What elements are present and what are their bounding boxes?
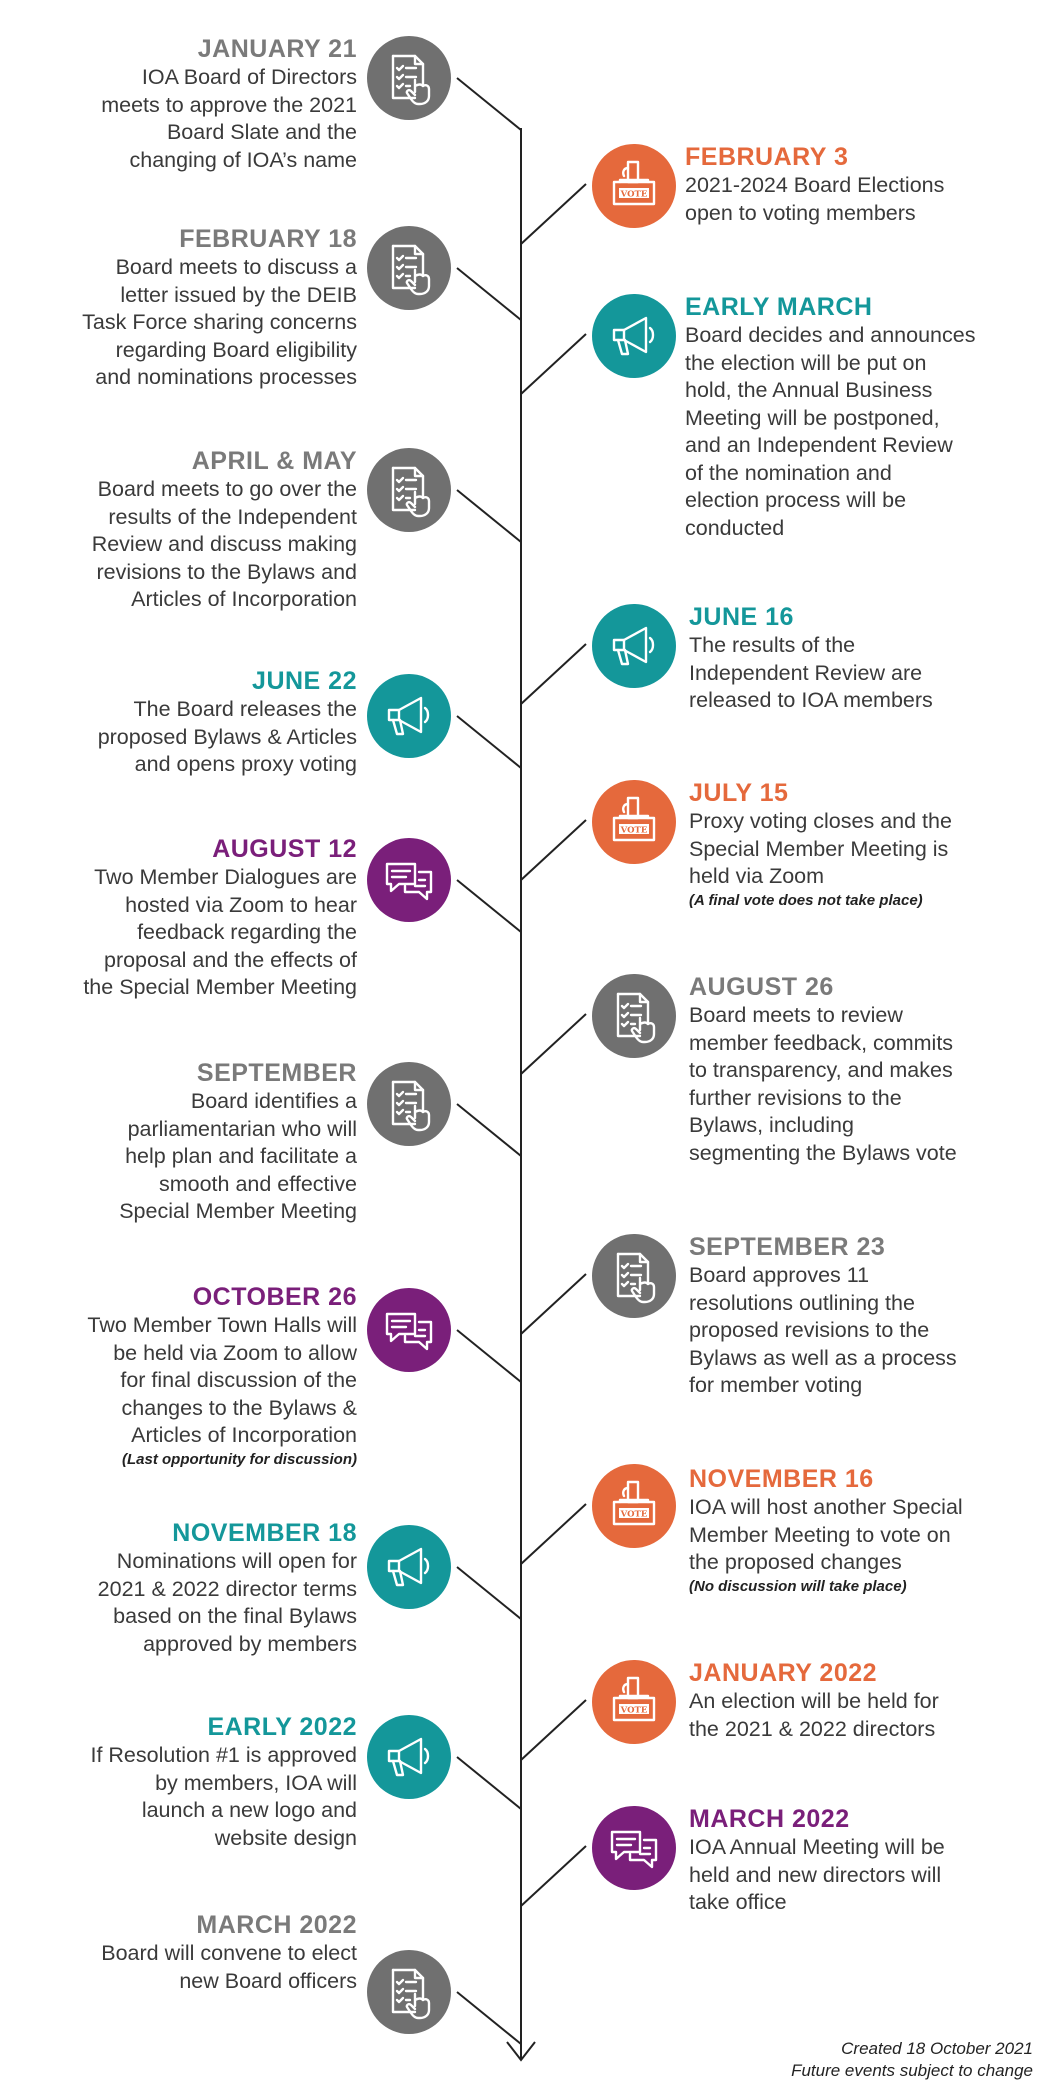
right-event-4-vote-box-icon-badge xyxy=(592,780,676,864)
right-event-5-document-hand-icon-badge xyxy=(592,974,676,1058)
right-event-8 xyxy=(689,1658,939,1743)
left-event-8 xyxy=(98,1518,357,1658)
document-hand-icon xyxy=(606,1248,662,1304)
vote-box-label: VOTE xyxy=(620,1705,648,1716)
connector-right xyxy=(521,184,586,244)
connector-left xyxy=(457,490,521,542)
left-event-5 xyxy=(83,834,357,1002)
left-event-6-document-hand-icon-badge xyxy=(367,1062,451,1146)
event-note: (No discussion will take place) xyxy=(689,1577,907,1595)
event-description: Board meets to go over the results of the Independent Review and discuss making revisions to the Bylaws and Articles of Incorporation xyxy=(91,477,357,611)
connector-right xyxy=(521,1846,586,1906)
connector-left xyxy=(457,1104,521,1156)
connector-right xyxy=(521,644,586,704)
document-hand-icon xyxy=(381,50,437,106)
megaphone-icon xyxy=(606,618,662,674)
right-event-1 xyxy=(685,142,944,227)
vote-box-icon xyxy=(606,1478,662,1534)
event-date: JANUARY 21 xyxy=(197,35,357,63)
connector-left xyxy=(457,1992,521,2044)
left-event-4 xyxy=(98,666,357,779)
vote-box-icon xyxy=(606,158,662,214)
event-description: Board approves 11 resolutions outlining the proposed revisions to the Bylaws as well as a process for member voting xyxy=(689,1263,957,1397)
event-description: IOA will host another Special Member Meeting to vote on the proposed changes xyxy=(689,1495,963,1574)
left-event-8-megaphone-icon-badge xyxy=(367,1525,451,1609)
event-date: AUGUST 12 xyxy=(212,835,357,863)
megaphone-icon xyxy=(606,308,662,364)
event-date: NOVEMBER 18 xyxy=(172,1519,357,1547)
left-event-1 xyxy=(101,34,357,174)
event-date: AUGUST 26 xyxy=(689,973,834,1001)
footer-note xyxy=(791,2038,1033,2082)
event-description: Board identifies a parliamentarian who will help plan and facilitate a smooth and effective Special Member Meeting xyxy=(119,1089,357,1223)
event-description: Board will convene to elect new Board officers xyxy=(101,1941,357,1993)
megaphone-icon xyxy=(381,1539,437,1595)
connector-left xyxy=(457,78,521,130)
event-date: MARCH 2022 xyxy=(196,1911,357,1939)
right-event-1-vote-box-icon-badge xyxy=(592,144,676,228)
vote-box-icon xyxy=(606,1674,662,1730)
document-hand-icon xyxy=(381,1964,437,2020)
connector-right xyxy=(521,1274,586,1334)
connector-left xyxy=(457,1330,521,1382)
left-event-4-megaphone-icon-badge xyxy=(367,674,451,758)
connector-right xyxy=(521,1014,586,1074)
event-date: NOVEMBER 16 xyxy=(689,1465,874,1493)
event-note: (A final vote does not take place) xyxy=(689,891,923,909)
connector-left xyxy=(457,716,521,768)
right-event-7 xyxy=(689,1464,963,1596)
event-description: Board meets to discuss a letter issued by the DEIB Task Force sharing concerns regarding Board eligibility and nominations processes xyxy=(82,255,357,389)
left-event-6 xyxy=(119,1058,357,1226)
vote-box-label: VOTE xyxy=(620,1509,648,1520)
document-hand-icon xyxy=(381,1076,437,1132)
right-event-7-vote-box-icon-badge xyxy=(592,1464,676,1548)
connector-right xyxy=(521,1700,586,1760)
left-event-7 xyxy=(87,1282,357,1469)
document-hand-icon xyxy=(606,988,662,1044)
vote-box-label: VOTE xyxy=(620,189,648,200)
event-date: MARCH 2022 xyxy=(689,1805,850,1833)
right-event-8-vote-box-icon-badge xyxy=(592,1660,676,1744)
event-description: 2021-2024 Board Elections open to voting members xyxy=(685,173,945,225)
event-description: An election will be held for the 2021 & 2022 directors xyxy=(689,1689,939,1741)
event-description: Two Member Dialogues are hosted via Zoom to hear feedback regarding the proposal and the effects of the Special Member Meeting xyxy=(83,865,357,999)
left-event-10-document-hand-icon-badge xyxy=(367,1950,451,2034)
event-date: JANUARY 2022 xyxy=(689,1659,878,1687)
left-event-3 xyxy=(92,446,357,614)
connector-left xyxy=(457,268,521,320)
event-date: EARLY 2022 xyxy=(207,1713,357,1741)
right-event-6 xyxy=(689,1232,957,1400)
event-description: If Resolution #1 is approved by members, IOA will launch a new logo and website design xyxy=(90,1743,357,1850)
connector-left xyxy=(457,1757,521,1809)
right-event-6-document-hand-icon-badge xyxy=(592,1234,676,1318)
event-description: Proxy voting closes and the Special Member Meeting is held via Zoom xyxy=(689,809,952,888)
event-date: JUNE 16 xyxy=(689,603,794,631)
left-event-7-chat-bubbles-icon-badge xyxy=(367,1288,451,1372)
connector-right xyxy=(521,820,586,880)
document-hand-icon xyxy=(381,462,437,518)
connector-right xyxy=(521,334,586,394)
event-date: FEBRUARY 3 xyxy=(685,143,849,171)
connector-right xyxy=(521,1504,586,1564)
vote-box-icon xyxy=(606,794,662,850)
right-event-5 xyxy=(689,972,957,1167)
left-event-10 xyxy=(101,1910,357,1995)
event-description: The Board releases the proposed Bylaws & Articles and opens proxy voting xyxy=(97,697,357,776)
event-date: JULY 15 xyxy=(689,779,789,807)
right-event-9 xyxy=(689,1804,945,1917)
right-event-9-chat-bubbles-icon-badge xyxy=(592,1806,676,1890)
chat-bubbles-icon xyxy=(381,852,437,908)
event-date: SEPTEMBER 23 xyxy=(689,1233,886,1261)
chat-bubbles-icon xyxy=(381,1302,437,1358)
event-description: Board decides and announces the election will be put on hold, the Annual Business Meeting will be postponed, and an Independent Review of the nomination and election process will be conducted xyxy=(685,323,976,540)
event-note: (Last opportunity for discussion) xyxy=(122,1450,357,1468)
event-description: IOA Board of Directors meets to approve the 2021 Board Slate and the changing of IOA’s name xyxy=(101,65,357,172)
left-event-1-document-hand-icon-badge xyxy=(367,36,451,120)
vote-box-label: VOTE xyxy=(620,825,648,836)
left-event-2 xyxy=(82,224,357,392)
event-date: FEBRUARY 18 xyxy=(179,225,357,253)
right-event-4 xyxy=(689,778,952,910)
event-date: APRIL & MAY xyxy=(191,447,357,475)
event-description: Board meets to review member feedback, commits to transparency, and makes further revisions to the Bylaws, including segmenting the Bylaws vote xyxy=(689,1003,957,1165)
right-event-3-megaphone-icon-badge xyxy=(592,604,676,688)
event-description: IOA Annual Meeting will be held and new directors will take office xyxy=(689,1835,945,1914)
left-event-2-document-hand-icon-badge xyxy=(367,226,451,310)
event-date: JUNE 22 xyxy=(252,667,357,695)
megaphone-icon xyxy=(381,688,437,744)
event-description: Nominations will open for 2021 & 2022 director terms based on the final Bylaws approved by members xyxy=(97,1549,357,1656)
footer-created: Created 18 October 2021 xyxy=(841,2039,1033,2058)
chat-bubbles-icon xyxy=(606,1820,662,1876)
event-date: OCTOBER 26 xyxy=(192,1283,357,1311)
connector-left xyxy=(457,880,521,932)
event-description: Two Member Town Halls will be held via Zoom to allow for final discussion of the changes to the Bylaws & Articles of Incorporation xyxy=(87,1313,357,1447)
left-event-9 xyxy=(90,1712,357,1852)
left-event-3-document-hand-icon-badge xyxy=(367,448,451,532)
connector-left xyxy=(457,1567,521,1619)
document-hand-icon xyxy=(381,240,437,296)
event-description: The results of the Independent Review are released to IOA members xyxy=(689,633,933,712)
right-event-2-megaphone-icon-badge xyxy=(592,294,676,378)
megaphone-icon xyxy=(381,1729,437,1785)
right-event-3 xyxy=(689,602,933,715)
event-date: EARLY MARCH xyxy=(685,293,873,321)
left-event-9-megaphone-icon-badge xyxy=(367,1715,451,1799)
event-date: SEPTEMBER xyxy=(196,1059,357,1087)
right-event-2 xyxy=(685,292,975,542)
footer-disclaimer: Future events subject to change xyxy=(791,2061,1033,2080)
left-event-5-chat-bubbles-icon-badge xyxy=(367,838,451,922)
